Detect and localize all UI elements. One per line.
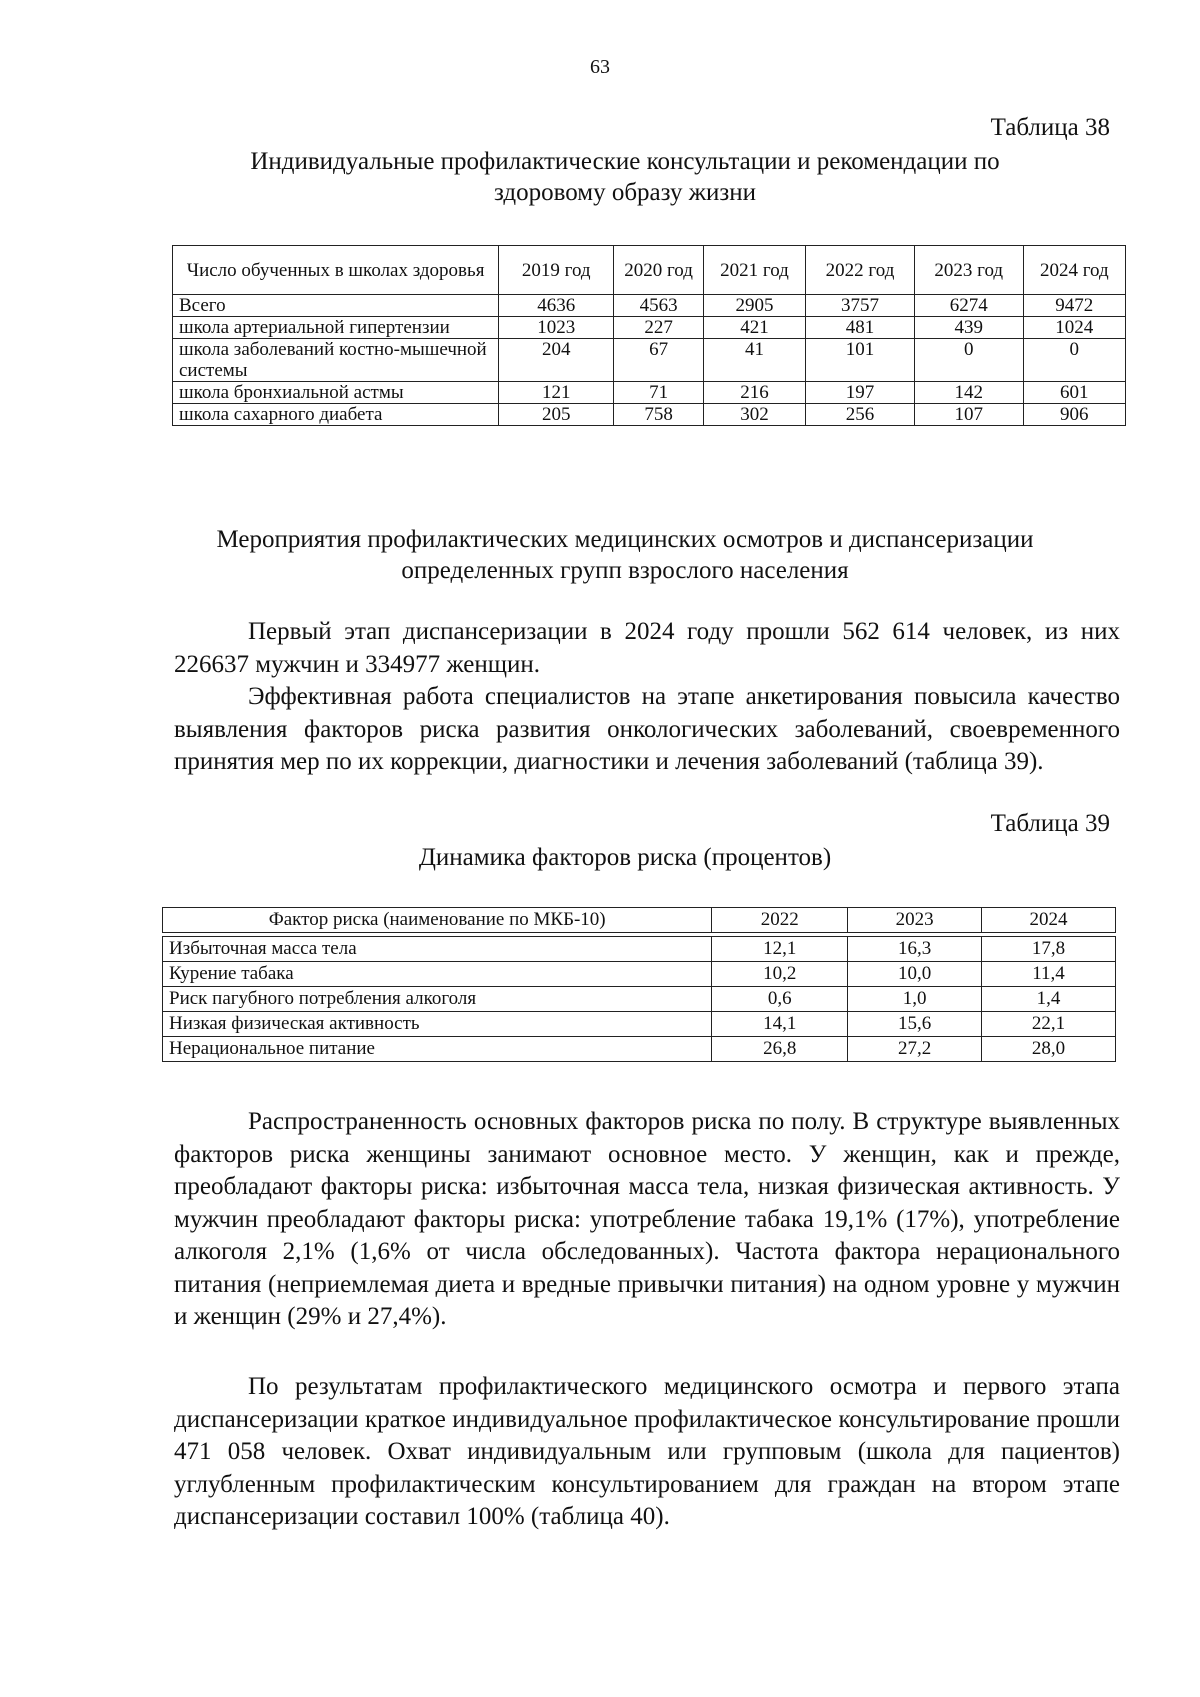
row-label: школа артериальной гипертензии: [173, 317, 499, 339]
table-39-title: Динамика факторов риска (процентов): [418, 844, 832, 871]
table-cell: 1024: [1023, 317, 1125, 339]
page-number: 63: [590, 56, 610, 78]
column-header: 2020 год: [614, 246, 704, 295]
table-row: [163, 937, 1116, 962]
table-cell: 2905: [703, 295, 805, 317]
table-cell: 481: [806, 317, 915, 339]
table-cell: 302: [703, 404, 805, 426]
table-cell: 601: [1023, 382, 1125, 404]
table-38-title-line2: здоровому образу жизни: [493, 179, 757, 206]
table-row: [163, 1037, 1116, 1062]
table-cell: 204: [499, 339, 614, 382]
table-38-title-line1: Индивидуальные профилактические консультации и рекомендации по: [250, 148, 1000, 175]
column-header: Число обученных в школах здоровья: [173, 246, 499, 295]
row-label: Всего: [173, 295, 499, 317]
table-cell: 10,2: [712, 962, 848, 987]
table-row: [163, 1012, 1116, 1037]
section-heading-line1: Мероприятия профилактических медицинских осмотров и диспансеризации: [216, 526, 1034, 553]
paragraph-2: Эффективная работа специалистов на этапе анкетирования повысила качество выявления факторов риска развития онкологических заболеваний, своевременного принятия мер по их коррекции, диагностики и лечения заболеваний (таблица 39).: [174, 683, 1120, 775]
row-label: школа заболеваний костно-мышечной системы: [173, 339, 499, 382]
table-cell: 11,4: [982, 962, 1116, 987]
table-cell: 1,0: [848, 987, 982, 1012]
table-cell: 4563: [614, 295, 704, 317]
table-cell: 16,3: [848, 937, 982, 962]
table-cell: 421: [703, 317, 805, 339]
table-cell: 17,8: [982, 937, 1116, 962]
row-label: Избыточная масса тела: [163, 937, 712, 962]
table-cell: 758: [614, 404, 704, 426]
table-cell: 121: [499, 382, 614, 404]
table-cell: 6274: [914, 295, 1023, 317]
column-header: 2022 год: [806, 246, 915, 295]
table-38: [172, 245, 1126, 426]
table-cell: 906: [1023, 404, 1125, 426]
table-38-label: Таблица 38: [990, 114, 1110, 141]
column-header: 2023: [848, 908, 982, 933]
table-cell: 28,0: [982, 1037, 1116, 1062]
table-header-row: [173, 246, 1126, 295]
table-cell: 142: [914, 382, 1023, 404]
column-header: 2019 год: [499, 246, 614, 295]
table-cell: 0: [914, 339, 1023, 382]
paragraph-1: Первый этап диспансеризации в 2024 году прошли 562 614 человек, из них 226637 мужчин и 334977 женщин.: [174, 618, 1120, 678]
table-cell: 15,6: [848, 1012, 982, 1037]
row-label: школа бронхиальной астмы: [173, 382, 499, 404]
table-cell: 41: [703, 339, 805, 382]
table-38-title: [130, 146, 1120, 208]
row-label: школа сахарного диабета: [173, 404, 499, 426]
section-heading-line2: определенных групп взрослого населения: [401, 557, 849, 584]
table-row: [173, 339, 1126, 382]
table-cell: 67: [614, 339, 704, 382]
row-label: Низкая физическая активность: [163, 1012, 712, 1037]
table-cell: 216: [703, 382, 805, 404]
table-cell: 22,1: [982, 1012, 1116, 1037]
table-cell: 3757: [806, 295, 915, 317]
table-cell: 9472: [1023, 295, 1125, 317]
table-cell: 1023: [499, 317, 614, 339]
table-39: [162, 907, 1116, 1062]
table-cell: 12,1: [712, 937, 848, 962]
table-row: [163, 962, 1116, 987]
row-label: Риск пагубного потребления алкоголя: [163, 987, 712, 1012]
paragraph-3: Распространенность основных факторов риска по полу. В структуре выявленных факторов риска женщины занимают основное место. У женщин, как и прежде, преобладают факторы риска: избыточная масса тела, низкая физическая активность. У мужчин преобладают факторы риска: употребление табака 19,1% (17%), употребление алкоголя 2,1% (1,6% от числа обследованных). Частота фактора нерационального питания (неприемлемая диета и вредные привычки питания) на одном уровне у мужчин и женщин (29% и 27,4%).: [174, 1108, 1120, 1330]
table-header-row: [163, 908, 1116, 933]
table-cell: 101: [806, 339, 915, 382]
column-header: 2024 год: [1023, 246, 1125, 295]
table-cell: 0: [1023, 339, 1125, 382]
table-cell: 14,1: [712, 1012, 848, 1037]
table-39-label: Таблица 39: [990, 810, 1110, 837]
table-row: [163, 987, 1116, 1012]
table-cell: 10,0: [848, 962, 982, 987]
table-cell: 256: [806, 404, 915, 426]
table-cell: 4636: [499, 295, 614, 317]
section-heading: [130, 524, 1120, 586]
table-cell: 197: [806, 382, 915, 404]
column-header: 2021 год: [703, 246, 805, 295]
column-header: 2022: [712, 908, 848, 933]
table-cell: 107: [914, 404, 1023, 426]
table-row: [173, 382, 1126, 404]
table-cell: 1,4: [982, 987, 1116, 1012]
column-header: Фактор риска (наименование по МКБ-10): [163, 908, 712, 933]
table-cell: 205: [499, 404, 614, 426]
table-row: [173, 317, 1126, 339]
table-row: [173, 295, 1126, 317]
table-cell: 439: [914, 317, 1023, 339]
table-row: [173, 404, 1126, 426]
table-cell: 71: [614, 382, 704, 404]
column-header: 2024: [982, 908, 1116, 933]
table-cell: 27,2: [848, 1037, 982, 1062]
table-cell: 0,6: [712, 987, 848, 1012]
paragraph-4: По результатам профилактического медицинского осмотра и первого этапа диспансеризации краткое индивидуальное профилактическое консультирование прошли 471 058 человек. Охват индивидуальным или групповым (школа для пациентов) углубленным профилактическим консультированием для граждан на втором этапе диспансеризации составил 100% (таблица 40).: [174, 1373, 1120, 1530]
table-cell: 26,8: [712, 1037, 848, 1062]
row-label: Курение табака: [163, 962, 712, 987]
column-header: 2023 год: [914, 246, 1023, 295]
table-cell: 227: [614, 317, 704, 339]
row-label: Нерациональное питание: [163, 1037, 712, 1062]
